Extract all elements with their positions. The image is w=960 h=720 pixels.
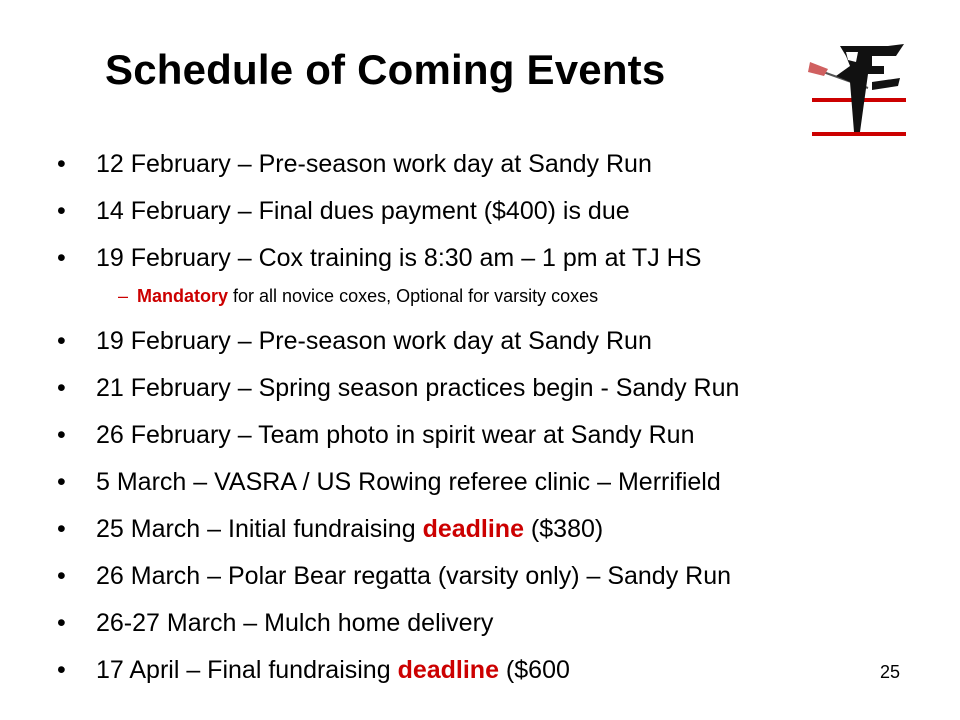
bullet-marker: • bbox=[57, 468, 66, 496]
bullet-marker: • bbox=[57, 244, 66, 272]
falcon-logo-icon bbox=[806, 42, 910, 142]
list-item-text: 19 February – Pre-season work day at Sandy Run bbox=[96, 327, 652, 355]
list-item-text: 19 February – Cox training is 8:30 am – 1 pm at TJ HS bbox=[96, 244, 702, 272]
page-title: Schedule of Coming Events bbox=[105, 46, 666, 93]
list-item-text: 12 February – Pre-season work day at Sandy Run bbox=[96, 150, 652, 178]
bullet-marker: • bbox=[57, 327, 66, 355]
item-post: ($600 bbox=[498, 656, 570, 684]
bullet-marker: • bbox=[57, 421, 66, 449]
emphasis-text: deadline bbox=[397, 656, 499, 684]
bullet-marker: • bbox=[57, 656, 66, 684]
bullet-marker: • bbox=[57, 374, 66, 402]
list-item-text: 21 February – Spring season practices begin - Sandy Run bbox=[96, 374, 740, 402]
list-item-text: 26 February – Team photo in spirit wear at Sandy Run bbox=[96, 421, 695, 449]
sub-list-item-text bbox=[137, 283, 598, 309]
emphasis-text: Mandatory bbox=[137, 286, 229, 306]
list-item-text bbox=[96, 652, 570, 688]
list-item-text: 26-27 March – Mulch home delivery bbox=[96, 609, 494, 637]
page-number: 25 bbox=[880, 662, 901, 682]
item-post: ($380) bbox=[523, 515, 604, 543]
list-item-text: 26 March – Polar Bear regatta (varsity only) – Sandy Run bbox=[96, 562, 732, 590]
sub-bullet-marker: – bbox=[118, 286, 129, 306]
list-item-text: 14 February – Final dues payment ($400) is due bbox=[96, 197, 630, 225]
item-pre: 25 March – Initial fundraising bbox=[96, 515, 423, 543]
sub-item-rest: for all novice coxes, Optional for varsity coxes bbox=[228, 286, 599, 306]
list-item-text: 5 March – VASRA / US Rowing referee clinic – Merrifield bbox=[96, 468, 721, 496]
bullet-marker: • bbox=[57, 609, 66, 637]
bullet-marker: • bbox=[57, 562, 66, 590]
item-pre: 17 April – Final fundraising bbox=[96, 656, 398, 684]
bullet-marker: • bbox=[57, 515, 66, 543]
list-item-text bbox=[96, 511, 603, 547]
bullet-marker: • bbox=[57, 150, 66, 178]
bullet-marker: • bbox=[57, 197, 66, 225]
emphasis-text: deadline bbox=[422, 515, 524, 543]
